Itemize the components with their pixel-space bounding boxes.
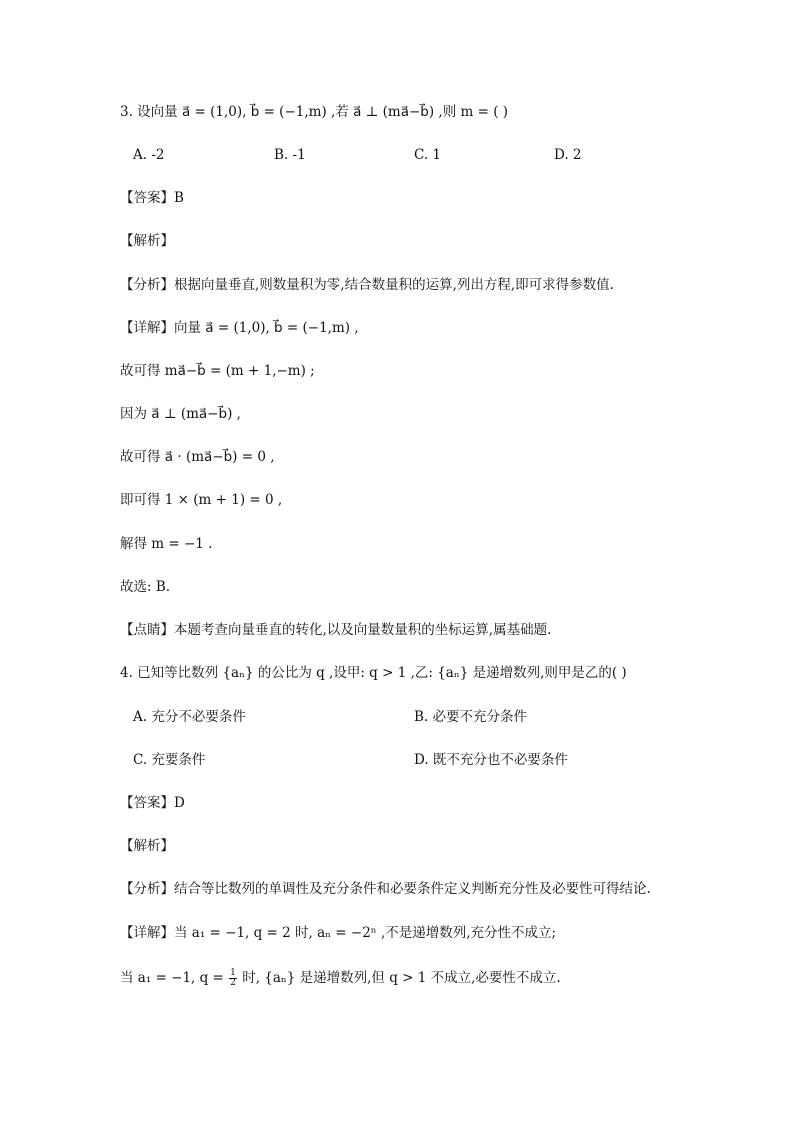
q4-option-d: D. 既不充分也不必要条件 bbox=[414, 752, 568, 768]
q3-analysis-heading: 【解析】 bbox=[120, 233, 174, 249]
fraction-denominator: 2 bbox=[230, 978, 236, 988]
q4-detail-line-2-pre: 当 a₁ = −1, q = bbox=[120, 970, 224, 986]
fraction-numerator: 1 bbox=[230, 968, 236, 978]
q3-option-d: D. 2 bbox=[554, 147, 582, 163]
fraction bbox=[229, 969, 237, 988]
q4-detail-line-1: 【详解】当 a₁ = −1, q = 2 时, aₙ = −2ⁿ ,不是递增数列,充分性不成立; bbox=[120, 925, 557, 941]
q3-stem: 3. 设向量 a⃗ = (1,0), b⃗ = (−1,m) ,若 a⃗ ⊥ (ma⃗−b⃗) ,则 m = ( ) bbox=[120, 104, 509, 120]
q3-detail-line-4: 故可得 a⃗ · (ma⃗−b⃗) = 0 , bbox=[120, 449, 275, 465]
q3-detail-line-1: 【详解】向量 a⃗ = (1,0), b⃗ = (−1,m) , bbox=[120, 320, 359, 336]
q4-analysis-heading: 【解析】 bbox=[120, 838, 174, 854]
q4-option-b: B. 必要不充分条件 bbox=[414, 709, 528, 725]
q3-detail-line-6: 解得 m = −1 . bbox=[120, 536, 213, 552]
q3-detail-line-2: 故可得 ma⃗−b⃗ = (m + 1,−m) ; bbox=[120, 363, 315, 379]
q3-detail-line-3: 因为 a⃗ ⊥ (ma⃗−b⃗) , bbox=[120, 406, 241, 422]
q3-detail-line-7: 故选: B. bbox=[120, 579, 171, 595]
q3-dianjing: 【点睛】本题考查向量垂直的转化,以及向量数量积的坐标运算,属基础题. bbox=[120, 622, 552, 638]
q4-stem: 4. 已知等比数列 {aₙ} 的公比为 q ,设甲: q > 1 ,乙: {aₙ} 是递增数列,则甲是乙的( ) bbox=[120, 665, 627, 681]
q3-fenxi: 【分析】根据向量垂直,则数量积为零,结合数量积的运算,列出方程,即可求得参数值. bbox=[120, 277, 614, 293]
q4-answer: 【答案】D bbox=[120, 795, 185, 811]
q3-answer: 【答案】B bbox=[120, 190, 184, 206]
q4-detail-line-2 bbox=[120, 968, 561, 988]
q3-option-b: B. -1 bbox=[274, 147, 306, 163]
q3-detail-line-5: 即可得 1 × (m + 1) = 0 , bbox=[120, 492, 283, 508]
q4-option-c: C. 充要条件 bbox=[133, 752, 206, 768]
q3-option-c: C. 1 bbox=[414, 147, 442, 163]
q4-detail-line-2-post: 时, {aₙ} 是递增数列,但 q > 1 不成立,必要性不成立. bbox=[242, 970, 561, 986]
q4-fenxi: 【分析】结合等比数列的单调性及充分条件和必要条件定义判断充分性及必要性可得结论. bbox=[120, 881, 651, 897]
q3-option-a: A. -2 bbox=[133, 147, 165, 163]
q4-option-a: A. 充分不必要条件 bbox=[133, 709, 246, 725]
